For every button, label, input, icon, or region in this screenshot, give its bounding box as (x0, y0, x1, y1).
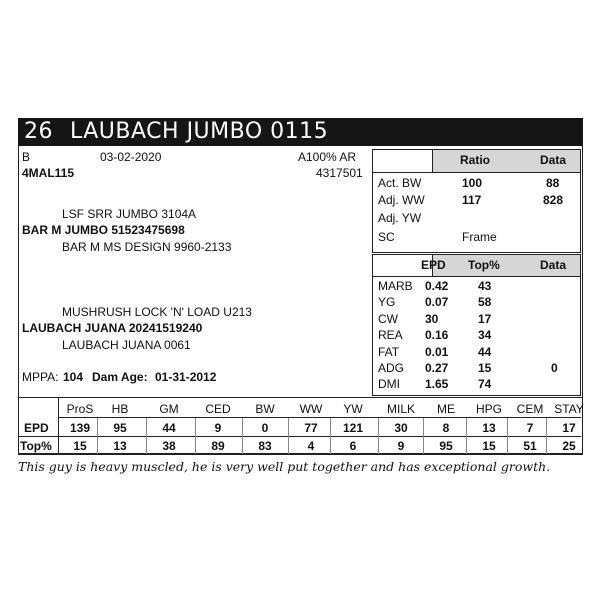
epd-column-divider (378, 418, 379, 454)
weights-data: 828 (543, 193, 564, 207)
carcass-trait-label: REA (378, 328, 403, 342)
carcass-epd-header: EPD (421, 258, 446, 272)
top-percent-value: 6 (349, 439, 357, 453)
carcass-data-value: 0 (551, 361, 558, 375)
carcass-top-value: 44 (478, 345, 492, 359)
weights-header-divider (432, 150, 433, 172)
weights-ratio-header: Ratio (460, 153, 490, 167)
carcass-top-value: 58 (478, 295, 492, 309)
top-percent-value: 95 (439, 439, 453, 453)
carcass-header-rule (372, 276, 580, 277)
epd-column-header: HPG (475, 402, 502, 416)
carcass-epd-value: 0.42 (425, 279, 449, 293)
birth-date: 03-02-2020 (100, 150, 162, 164)
top-percent-value: 15 (73, 439, 87, 453)
top-percent-value: 13 (113, 439, 127, 453)
carcass-epd-value: 0.07 (425, 295, 449, 309)
epd-value: 95 (113, 421, 127, 435)
carcass-data-header: Data (540, 258, 567, 272)
epd-column-header: ProS (66, 402, 94, 416)
weights-label: Adj. WW (378, 193, 425, 207)
sire-dam: BAR M MS DESIGN 9960-2133 (62, 240, 232, 254)
epd-table-rule-2 (18, 436, 581, 437)
epd-column-header: BW (255, 402, 275, 416)
top-percent-value: 89 (211, 439, 225, 453)
epd-column-header: GM (159, 402, 179, 416)
top-percent-value: 83 (258, 439, 272, 453)
epd-column-divider (546, 418, 547, 454)
epd-value: 13 (482, 421, 496, 435)
carcass-trait-label: YG (378, 295, 396, 309)
top-percent-value: 4 (307, 439, 315, 453)
epd-column-divider (423, 418, 424, 454)
epd-table-rule-1 (58, 417, 581, 418)
comment: This guy is heavy muscled, he is very well put together and has exceptional growth. (18, 459, 551, 474)
dam-age-value: 01-31-2012 (155, 370, 217, 384)
breed-percent: A100% AR (298, 150, 357, 164)
epd-column-divider (195, 418, 196, 454)
tag-number: 4MAL115 (22, 166, 75, 180)
animal-name: LAUBACH JUMBO 0115 (70, 119, 329, 144)
epd-value: 9 (214, 421, 222, 435)
epd-column-header: YW (343, 402, 363, 416)
carcass-trait-label: ADG (378, 361, 405, 375)
registration-number: 4317501 (316, 166, 363, 180)
epd-column-header: HB (111, 402, 129, 416)
carcass-epd-value: 30 (425, 312, 439, 326)
weights-data-header: Data (540, 153, 567, 167)
weights-ratio: 117 (462, 193, 482, 207)
epd-column-header: CEM (516, 402, 544, 416)
top-percent-value: 9 (397, 439, 405, 453)
epd-value: 121 (342, 421, 364, 435)
mppa-value: 104 (63, 370, 84, 384)
carcass-trait-label: FAT (378, 345, 400, 359)
epd-value: 77 (304, 421, 318, 435)
carcass-epd-value: 0.16 (425, 328, 449, 342)
epd-column-divider (507, 418, 508, 454)
epd-column-header: STAY (554, 402, 584, 416)
epd-column-divider (146, 418, 147, 454)
top-percent-value: 25 (562, 439, 576, 453)
epd-value: 30 (394, 421, 408, 435)
epd-column-header: WW (299, 402, 323, 416)
weights-header-rule (372, 172, 580, 173)
lot-title-bar (18, 118, 583, 146)
weights-label: Act. BW (378, 176, 422, 190)
epd-value: 0 (261, 421, 269, 435)
carcass-top-header: Top% (468, 258, 500, 272)
carcass-epd-value: 0.27 (425, 361, 449, 375)
weights-ratio: 100 (462, 176, 483, 190)
epd-column-divider (288, 418, 289, 454)
epd-column-divider (97, 418, 98, 454)
epd-column-header: CED (205, 402, 231, 416)
carcass-trait-label: DMI (378, 377, 400, 391)
carcass-epd-value: 1.65 (425, 377, 449, 391)
carcass-epd-value: 0.01 (425, 345, 449, 359)
epd-column-divider (330, 418, 331, 454)
top-percent-value: 51 (523, 439, 537, 453)
weights-label: SC (378, 230, 395, 244)
epd-column-header: ME (437, 402, 455, 416)
epd-column-divider (466, 418, 467, 454)
dam-age-label: Dam Age: (92, 370, 148, 384)
top-row-label: Top% (20, 439, 52, 453)
top-percent-value: 38 (162, 439, 176, 453)
top-percent-value: 15 (482, 439, 496, 453)
epd-row-label: EPD (24, 421, 49, 435)
carcass-top-value: 43 (478, 279, 492, 293)
epd-column-divider (242, 418, 243, 454)
sire-sire: LSF SRR JUMBO 3104A (62, 207, 197, 221)
epd-value: 8 (442, 421, 450, 435)
epd-value: 44 (162, 421, 176, 435)
lot-number: 26 (24, 119, 53, 144)
carcass-top-value: 34 (478, 328, 492, 342)
sire: BAR M JUMBO 51523475698 (22, 223, 185, 237)
epd-value: 7 (526, 421, 534, 435)
weights-data: 88 (546, 176, 560, 190)
carcass-top-value: 17 (478, 312, 492, 326)
epd-value: 17 (562, 421, 576, 435)
mppa-label: MPPA: (22, 370, 59, 384)
carcass-trait-label: MARB (378, 279, 413, 293)
carcass-top-value: 15 (478, 361, 492, 375)
sex: B (22, 150, 31, 164)
carcass-top-value: 74 (478, 377, 492, 391)
weights-frame: Frame (462, 230, 497, 244)
dam-dam: LAUBACH JUANA 0061 (62, 338, 191, 352)
dam-sire: MUSHRUSH LOCK 'N' LOAD U213 (62, 305, 252, 319)
epd-column-header: MILK (386, 402, 415, 416)
epd-value: 139 (69, 421, 91, 435)
carcass-trait-label: CW (378, 312, 398, 326)
weights-label: Adj. YW (378, 211, 422, 225)
dam: LAUBACH JUANA 20241519240 (22, 321, 203, 335)
